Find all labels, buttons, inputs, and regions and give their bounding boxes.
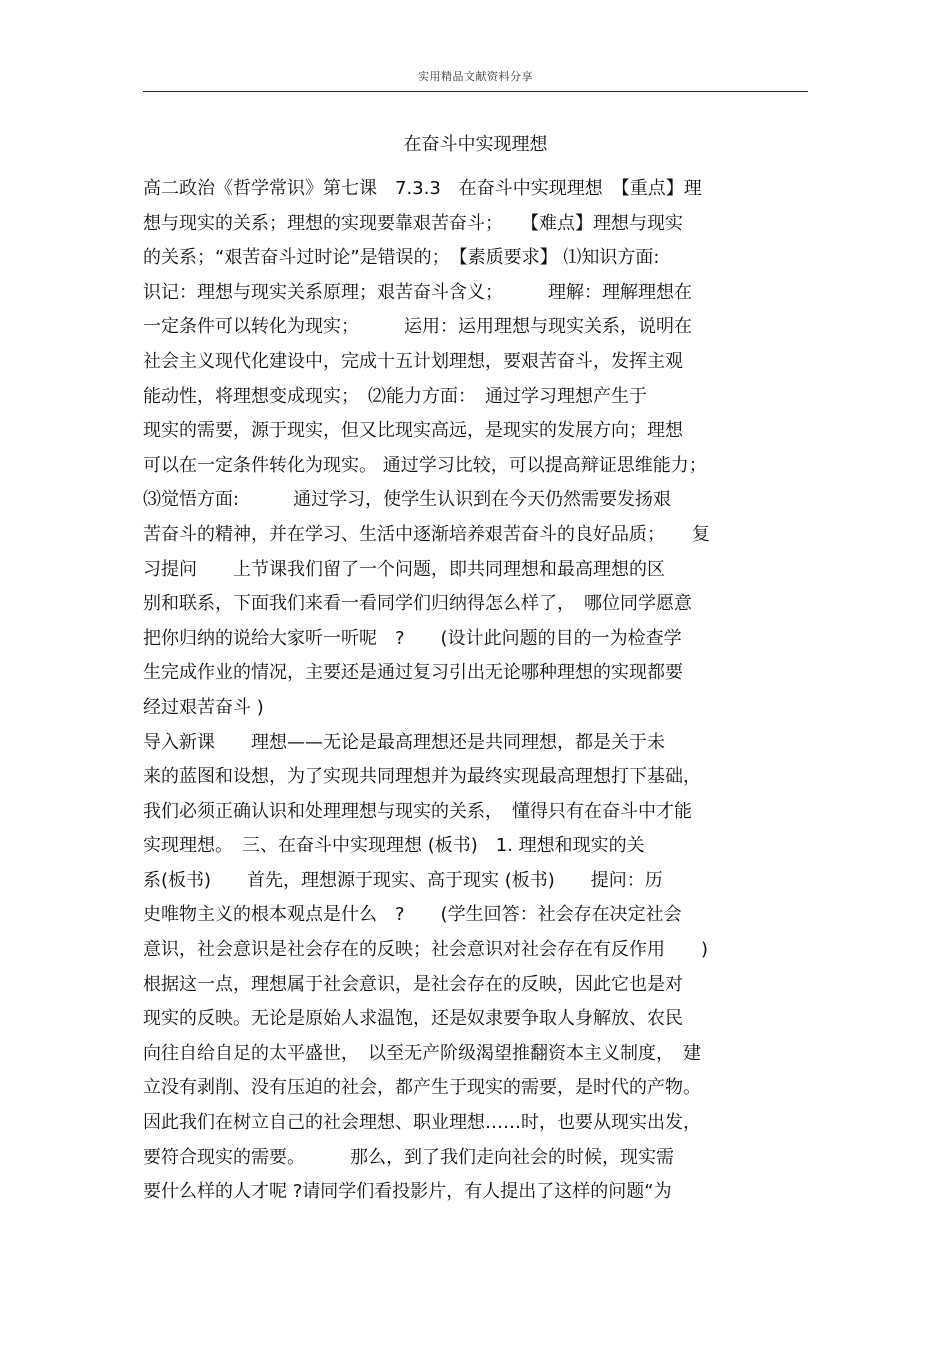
body-line: 立没有剥削、没有压迫的社会，都产生于现实的需要，是时代的产物。 bbox=[143, 1077, 701, 1099]
body-line: 现实的反映。无论是原始人求温饱，还是奴隶要争取人身解放、农民 bbox=[143, 1008, 683, 1030]
body-line: 意识，社会意识是社会存在的反映；社会意识对社会存在有反作用 ) bbox=[143, 939, 709, 961]
body-line: 生完成作业的情况，主要还是通过复习引出无论哪种理想的实现都要 bbox=[143, 662, 683, 684]
body-line: 来的蓝图和设想，为了实现共同理想并为最终实现最高理想打下基础， bbox=[143, 766, 701, 788]
body-line: 想与现实的关系；理想的实现要靠艰苦奋斗； 【难点】理想与现实 bbox=[143, 212, 683, 234]
body-line: 高二政治《哲学常识》第七课 7.3.3 在奋斗中实现理想 【重点】理 bbox=[143, 178, 702, 199]
body-line: ⑶觉悟方面: 通过学习，使学生认识到在今天仍然需要发扬艰 bbox=[143, 489, 672, 511]
body-line: 一定条件可以转化为现实； 运用：运用理想与现实关系，说明在 bbox=[143, 316, 692, 338]
body-line: 识记：理想与现实关系原理；艰苦奋斗含义； 理解：理解理想在 bbox=[143, 281, 692, 303]
body-line: 向往自给自足的太平盛世， 以至无产阶级渴望推翻资本主义制度， 建 bbox=[143, 1042, 701, 1064]
document-body bbox=[143, 172, 808, 1210]
body-line: 别和联系，下面我们来看一看同学们归纳得怎么样了， 哪位同学愿意 bbox=[143, 593, 692, 615]
body-line: 经过艰苦奋斗 ) bbox=[143, 696, 264, 718]
body-line: 习提问 上节课我们留了一个问题，即共同理想和最高理想的区 bbox=[143, 558, 665, 580]
body-line: 苦奋斗的精神，并在学习、生活中逐渐培养艰苦奋斗的良好品质； 复 bbox=[143, 523, 710, 545]
body-line: 把你归纳的说给大家听一听呢 ? (设计此问题的目的一为检查学 bbox=[143, 627, 682, 649]
body-line: 我们必须正确认识和处理理想与现实的关系， 懂得只有在奋斗中才能 bbox=[143, 800, 692, 822]
body-line: 要什么样的人才呢 ?请同学们看投影片，有人提出了这样的问题“为 bbox=[143, 1181, 672, 1203]
page-header: 实用精品文献资料分享 bbox=[418, 70, 533, 83]
body-line: 的关系；“艰苦奋斗过时论”是错误的； 【素质要求】 ⑴知识方面: bbox=[143, 247, 660, 269]
body-line: 因此我们在树立自己的社会理想、职业理想……时，也要从现实出发， bbox=[143, 1112, 701, 1134]
body-line: 现实的需要，源于现实，但又比现实高远，是现实的发展方向；理想 bbox=[143, 420, 683, 442]
body-line: 可以在一定条件转化为现实。 通过学习比较，可以提高辩证思维能力； bbox=[143, 454, 707, 476]
body-line: 社会主义现代化建设中，完成十五计划理想，要艰苦奋斗，发挥主观 bbox=[143, 350, 683, 372]
header-divider bbox=[143, 91, 808, 92]
body-line: 导入新课 理想——无论是最高理想还是共同理想，都是关于未 bbox=[143, 731, 665, 753]
body-line: 根据这一点，理想属于社会意识，是社会存在的反映，因此它也是对 bbox=[143, 973, 683, 995]
body-line: 实现理想。 三、在奋斗中实现理想 (板书) 1. 理想和现实的关 bbox=[143, 835, 645, 857]
body-line: 史唯物主义的根本观点是什么 ? (学生回答：社会存在决定社会 bbox=[143, 904, 682, 926]
body-line: 能动性，将理想变成现实； ⑵能力方面： 通过学习理想产生于 bbox=[143, 385, 647, 407]
body-line: 系(板书) 首先，理想源于现实、高于现实 (板书) 提问：历 bbox=[143, 869, 663, 891]
document-title: 在奋斗中实现理想 bbox=[403, 134, 548, 155]
body-line: 要符合现实的需要。 那么，到了我们走向社会的时候，现实需 bbox=[143, 1146, 674, 1168]
